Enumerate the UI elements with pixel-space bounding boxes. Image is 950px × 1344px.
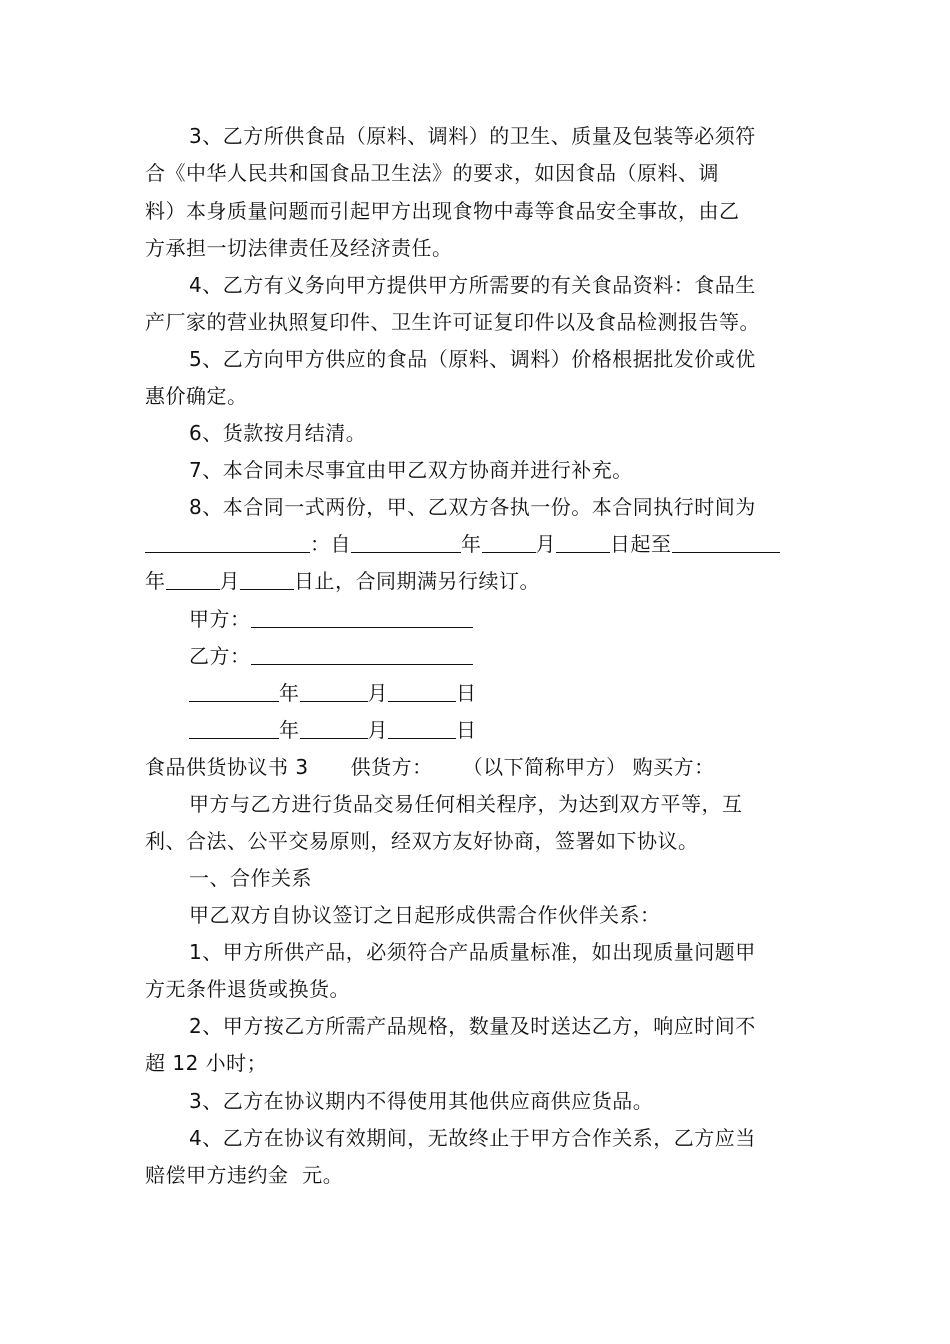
party-a-signature	[189, 605, 810, 633]
blank-field	[240, 567, 294, 590]
clause-7: 7、本合同未尽事宜由甲乙双方协商并进行补充。	[189, 458, 633, 482]
clause-3-line-2: 合《中华人民共和国食品卫生法》的要求，如因食品（原料、调	[145, 161, 719, 185]
blank-field	[300, 679, 368, 702]
item-2-line-2: 超 12 小时；	[145, 1051, 268, 1075]
month-label: 月	[367, 718, 388, 742]
month-label: 月	[367, 681, 388, 705]
intro-line-1: 甲方与乙方进行货品交易任何相关程序，为达到双方平等，互	[189, 792, 743, 816]
supplier-label: 供货方：	[350, 755, 433, 779]
abbrev-label: （以下简称甲方）	[462, 755, 627, 779]
year-label: 年	[145, 569, 166, 593]
clause-4-line-2: 产厂家的营业执照复印件、卫生许可证复印件以及食品检测报告等。	[145, 310, 760, 334]
blank-field	[251, 605, 473, 628]
blank-field	[351, 530, 461, 553]
blank-field	[482, 530, 536, 553]
item-1-line-1: 1、甲方所供产品，必须符合产品质量标准，如出现质量问题甲	[189, 940, 756, 964]
blank-field	[189, 716, 279, 739]
blank-field	[300, 716, 368, 739]
cooperation-intro: 甲乙双方自协议签订之日起形成供需合作伙伴关系：	[189, 903, 661, 927]
agreement-title: 食品供货协议书 3	[145, 755, 309, 779]
party-b-signature	[189, 642, 810, 670]
clause-8-line-1: 8、本合同一式两份，甲、乙双方各执一份。本合同执行时间为	[189, 495, 756, 519]
date-line-1	[189, 679, 810, 707]
clause-6: 6、货款按月结清。	[189, 421, 367, 445]
blank-field	[672, 530, 780, 553]
clause-8-from-label: ：自	[310, 532, 351, 556]
clause-5-line-1: 5、乙方向甲方供应的食品（原料、调料）价格根据批发价或优	[189, 347, 756, 371]
clause-4-line-1: 4、乙方有义务向甲方提供甲方所需要的有关食品资料：食品生	[189, 273, 756, 297]
party-b-label: 乙方：	[189, 644, 251, 668]
blank-field	[166, 567, 220, 590]
intro-line-2: 利、合法、公平交易原则，经双方友好协商，签署如下协议。	[145, 829, 699, 853]
clause-3-line-1: 3、乙方所供食品（原料、调料）的卫生、质量及包装等必须符	[189, 124, 756, 148]
agreement-3-heading-line	[145, 753, 810, 781]
item-3: 3、乙方在协议期内不得使用其他供应商供应货品。	[189, 1089, 654, 1113]
day-from-label: 日起至	[610, 532, 672, 556]
item-1-line-2: 方无条件退货或换货。	[145, 977, 350, 1001]
clause-5-line-2: 惠价确定。	[145, 384, 248, 408]
year-label: 年	[461, 532, 482, 556]
clause-3-line-4: 方承担一切法律责任及经济责任。	[145, 236, 453, 260]
day-label: 日	[456, 718, 477, 742]
day-label: 日	[456, 681, 477, 705]
item-4-line-2: 赔偿甲方违约金 元。	[145, 1163, 344, 1187]
clause-8-line-2	[145, 530, 810, 558]
blank-field	[556, 530, 610, 553]
blank-field	[251, 642, 473, 665]
clause-3-line-3: 料）本身质量问题而引起甲方出现食物中毒等食品安全事故，由乙	[145, 199, 740, 223]
blank-field	[189, 679, 279, 702]
blank-field	[145, 530, 310, 553]
cooperation-heading: 一、合作关系	[189, 866, 312, 890]
clause-8-line-3	[145, 567, 810, 595]
blank-field	[388, 679, 456, 702]
date-line-2	[189, 716, 810, 744]
year-label: 年	[279, 681, 300, 705]
month-label: 月	[535, 532, 556, 556]
day-until-label: 日止，合同期满另行续订。	[294, 569, 540, 593]
blank-field	[388, 716, 456, 739]
item-4-line-1: 4、乙方在协议有效期间，无故终止于甲方合作关系，乙方应当	[189, 1126, 756, 1150]
year-label: 年	[279, 718, 300, 742]
item-2-line-1: 2、甲方按乙方所需产品规格，数量及时送达乙方，响应时间不	[189, 1014, 756, 1038]
month-label: 月	[219, 569, 240, 593]
buyer-label: 购买方：	[632, 755, 715, 779]
party-a-label: 甲方：	[189, 607, 251, 631]
